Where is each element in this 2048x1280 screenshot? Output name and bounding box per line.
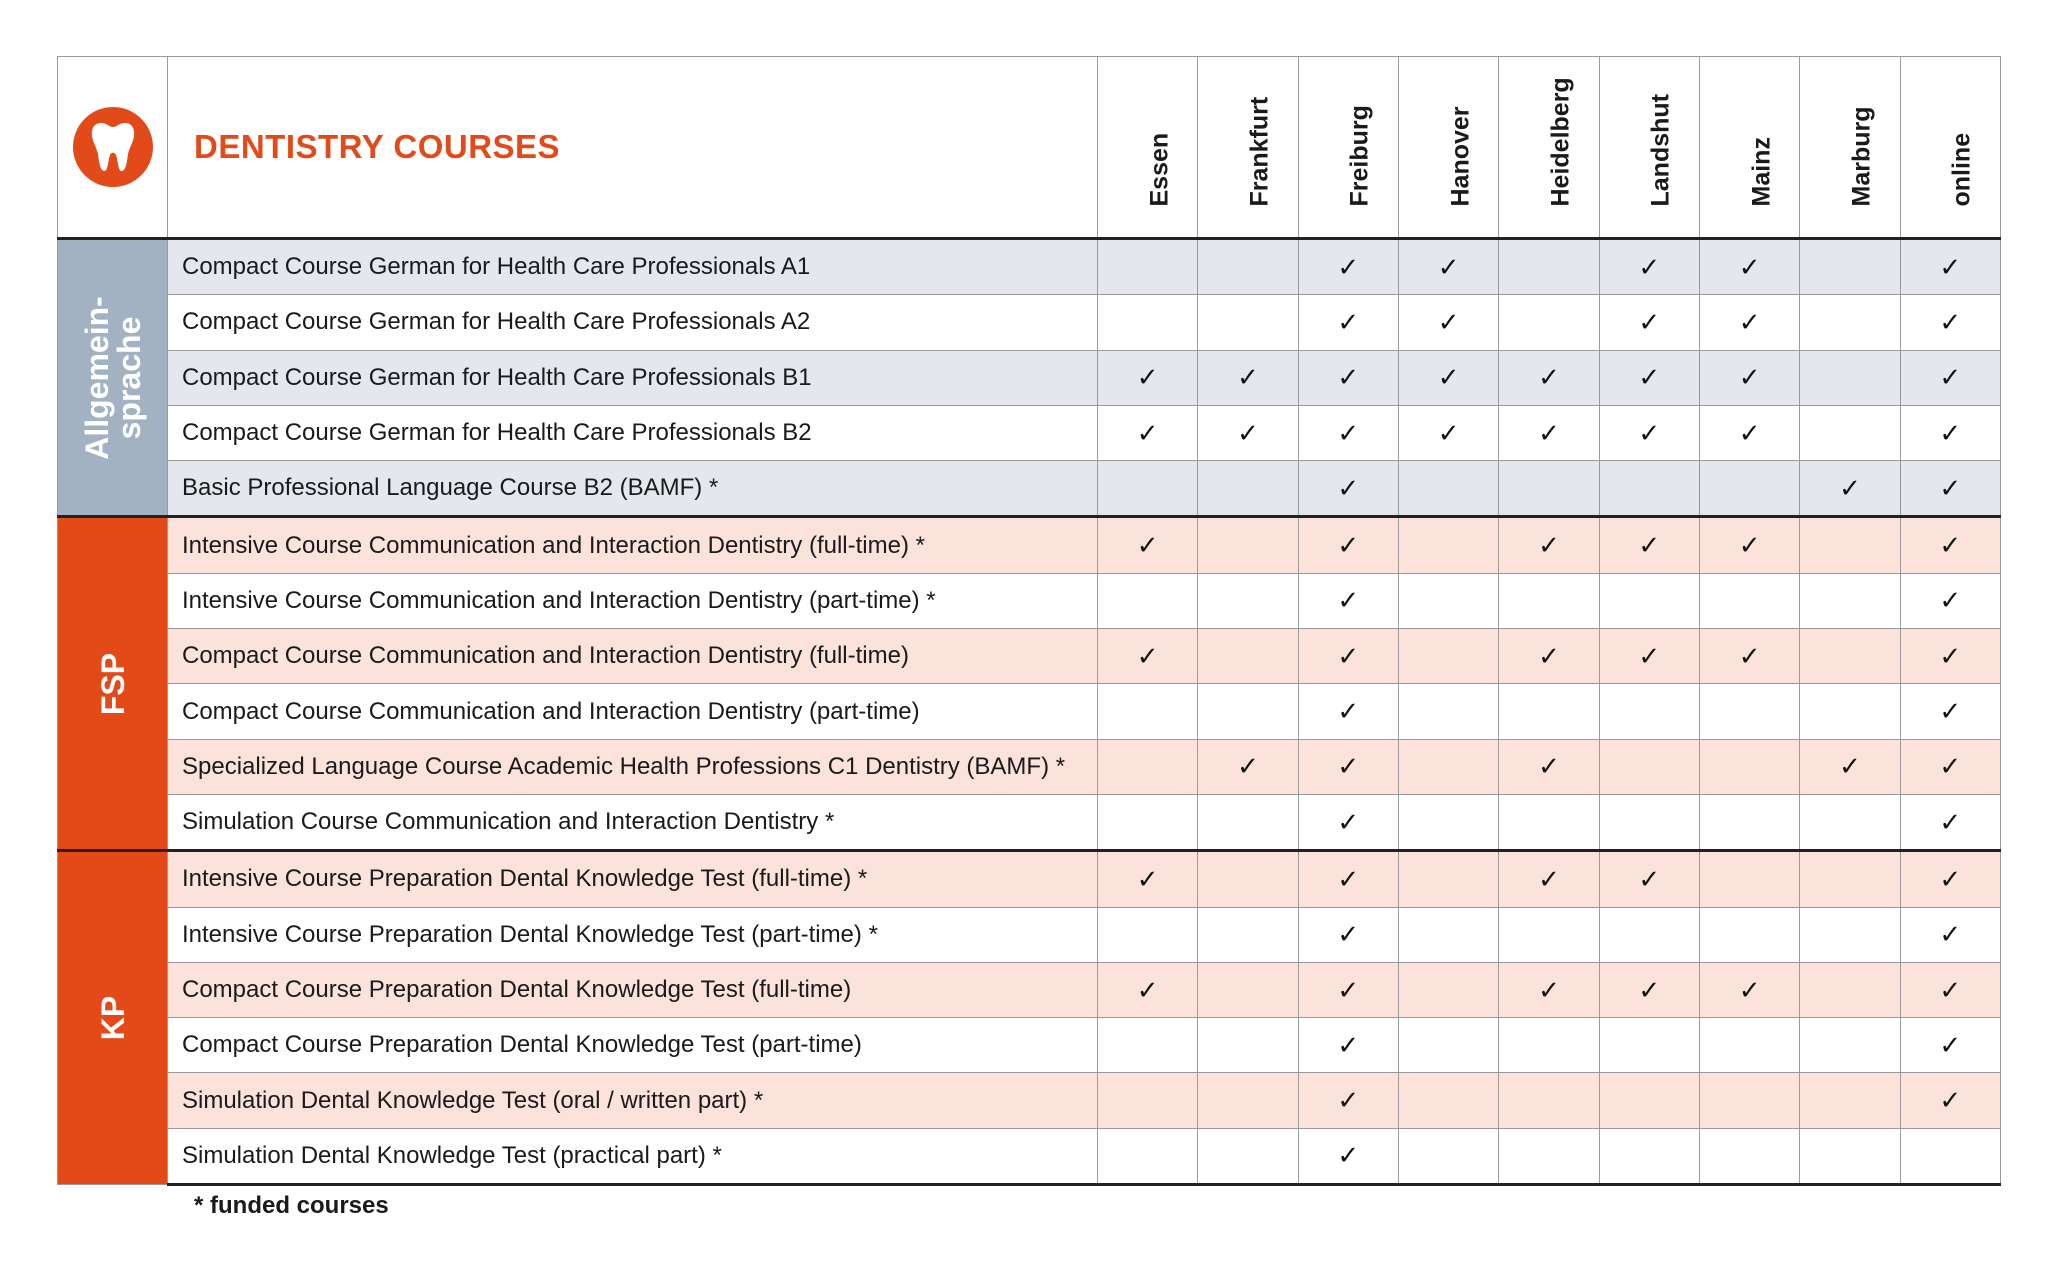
empty-cell [1098, 684, 1198, 739]
checkmark-cell [1298, 295, 1398, 350]
location-header-online [1900, 57, 2000, 239]
checkmark-icon: ✓ [1939, 806, 1962, 837]
empty-cell [1198, 1018, 1298, 1073]
table-row [58, 295, 2001, 350]
checkmark-icon: ✓ [1738, 974, 1761, 1005]
checkmark-cell [1900, 629, 2000, 684]
checkmark-icon: ✓ [1538, 640, 1560, 671]
empty-cell [1699, 794, 1799, 850]
empty-cell [1499, 1018, 1599, 1073]
empty-cell [1599, 1018, 1699, 1073]
checkmark-cell [1298, 739, 1398, 794]
checkmark-icon: ✓ [1136, 863, 1159, 894]
empty-cell [1800, 1018, 1900, 1073]
empty-cell [1499, 907, 1599, 962]
location-header-frankfurt [1198, 57, 1298, 239]
course-name: Intensive Course Communication and Interaction Dentistry (full-time) * [168, 517, 1098, 573]
empty-cell [1198, 517, 1298, 573]
course-name: Compact Course German for Health Care Professionals B1 [168, 350, 1098, 405]
empty-cell [1198, 794, 1298, 850]
checkmark-icon: ✓ [1939, 863, 1962, 894]
checkmark-icon: ✓ [1839, 751, 1861, 782]
empty-cell [1599, 461, 1699, 517]
empty-cell [1398, 461, 1498, 517]
checkmark-cell [1298, 461, 1398, 517]
checkmark-icon: ✓ [1738, 640, 1761, 671]
checkmark-icon: ✓ [1136, 640, 1159, 671]
empty-cell [1398, 517, 1498, 573]
checkmark-icon: ✓ [1638, 251, 1661, 282]
empty-cell [1599, 1073, 1699, 1128]
checkmark-cell [1298, 239, 1398, 295]
checkmark-icon: ✓ [1638, 417, 1661, 448]
checkmark-cell [1599, 405, 1699, 460]
checkmark-cell [1298, 1018, 1398, 1073]
empty-cell [1398, 629, 1498, 684]
checkmark-cell [1398, 350, 1498, 405]
table-row [58, 1018, 2001, 1073]
checkmark-icon: ✓ [1939, 306, 1962, 337]
checkmark-icon: ✓ [1337, 472, 1360, 503]
empty-cell [1800, 962, 1900, 1017]
checkmark-icon: ✓ [1337, 919, 1360, 950]
empty-cell [1800, 629, 1900, 684]
location-header-hanover [1398, 57, 1498, 239]
checkmark-cell [1298, 405, 1398, 460]
checkmark-cell [1298, 629, 1398, 684]
checkmark-icon: ✓ [1738, 251, 1761, 282]
checkmark-icon: ✓ [1538, 974, 1560, 1005]
course-name: Simulation Course Communication and Interaction Dentistry * [168, 794, 1098, 850]
checkmark-icon: ✓ [1638, 974, 1661, 1005]
location-header-marburg [1800, 57, 1900, 239]
empty-cell [1599, 684, 1699, 739]
checkmark-icon: ✓ [1337, 251, 1360, 282]
checkmark-cell [1098, 962, 1198, 1017]
empty-cell [1398, 1018, 1498, 1073]
checkmark-icon: ✓ [1337, 585, 1360, 616]
empty-cell [1098, 461, 1198, 517]
empty-cell [1800, 1128, 1900, 1184]
logo-cell [58, 57, 168, 239]
location-label: online [1947, 132, 1976, 207]
checkmark-cell [1699, 629, 1799, 684]
empty-cell [1599, 907, 1699, 962]
checkmark-cell [1599, 962, 1699, 1017]
category-cell [58, 239, 168, 517]
checkmark-cell [1900, 239, 2000, 295]
checkmark-icon: ✓ [1337, 1085, 1360, 1116]
checkmark-icon: ✓ [1638, 530, 1661, 561]
category-label: Allgemein- sprache [78, 295, 147, 460]
empty-cell [1800, 405, 1900, 460]
checkmark-cell [1900, 461, 2000, 517]
checkmark-cell [1499, 851, 1599, 907]
checkmark-icon: ✓ [1538, 362, 1560, 393]
course-name: Intensive Course Preparation Dental Knowledge Test (full-time) * [168, 851, 1098, 907]
empty-cell [1699, 1128, 1799, 1184]
checkmark-cell [1900, 1073, 2000, 1128]
checkmark-cell [1499, 405, 1599, 460]
empty-cell [1800, 907, 1900, 962]
checkmark-cell [1098, 851, 1198, 907]
tooth-icon [73, 107, 153, 187]
empty-cell [1800, 573, 1900, 628]
checkmark-cell [1499, 739, 1599, 794]
checkmark-cell [1298, 1073, 1398, 1128]
checkmark-cell [1699, 350, 1799, 405]
checkmark-icon: ✓ [1939, 1029, 1962, 1060]
category-cell [58, 851, 168, 1185]
empty-cell [1198, 573, 1298, 628]
checkmark-icon: ✓ [1638, 306, 1661, 337]
table-row [58, 239, 2001, 295]
empty-cell [1699, 1073, 1799, 1128]
checkmark-icon: ✓ [1237, 362, 1259, 393]
checkmark-cell [1900, 962, 2000, 1017]
empty-cell [1800, 239, 1900, 295]
course-name: Compact Course German for Health Care Professionals A1 [168, 239, 1098, 295]
course-name: Compact Course German for Health Care Professionals B2 [168, 405, 1098, 460]
checkmark-icon: ✓ [1939, 472, 1962, 503]
checkmark-icon: ✓ [1337, 640, 1360, 671]
location-header-landshut [1599, 57, 1699, 239]
location-label: Landshut [1646, 94, 1675, 207]
empty-cell [1098, 1073, 1198, 1128]
checkmark-cell [1298, 851, 1398, 907]
empty-cell [1098, 295, 1198, 350]
empty-cell [1499, 1128, 1599, 1184]
checkmark-cell [1900, 517, 2000, 573]
table-row [58, 405, 2001, 460]
empty-cell [1699, 907, 1799, 962]
header-row [58, 57, 2001, 239]
empty-cell [1098, 739, 1198, 794]
empty-cell [1800, 684, 1900, 739]
empty-cell [1599, 739, 1699, 794]
checkmark-icon: ✓ [1337, 417, 1360, 448]
empty-cell [1198, 629, 1298, 684]
empty-cell [1098, 794, 1198, 850]
empty-cell [1599, 1128, 1699, 1184]
checkmark-icon: ✓ [1136, 362, 1159, 393]
checkmark-cell [1298, 1128, 1398, 1184]
empty-cell [1198, 962, 1298, 1017]
checkmark-cell [1800, 461, 1900, 517]
checkmark-cell [1699, 239, 1799, 295]
checkmark-icon: ✓ [1437, 417, 1460, 448]
checkmark-cell [1499, 962, 1599, 1017]
checkmark-cell [1900, 851, 2000, 907]
checkmark-cell [1499, 350, 1599, 405]
empty-cell [1699, 684, 1799, 739]
table-row [58, 461, 2001, 517]
checkmark-icon: ✓ [1136, 974, 1159, 1005]
checkmark-cell [1599, 239, 1699, 295]
checkmark-cell [1599, 295, 1699, 350]
checkmark-icon: ✓ [1939, 974, 1962, 1005]
checkmark-cell [1599, 629, 1699, 684]
checkmark-cell [1599, 517, 1699, 573]
checkmark-cell [1298, 684, 1398, 739]
empty-cell [1198, 1128, 1298, 1184]
empty-cell [1599, 573, 1699, 628]
empty-cell [1800, 350, 1900, 405]
location-header-essen [1098, 57, 1198, 239]
checkmark-cell [1699, 962, 1799, 1017]
course-name: Simulation Dental Knowledge Test (oral / written part) * [168, 1073, 1098, 1128]
course-name: Intensive Course Preparation Dental Knowledge Test (part-time) * [168, 907, 1098, 962]
checkmark-cell [1198, 350, 1298, 405]
empty-cell [1699, 739, 1799, 794]
course-name: Intensive Course Communication and Interaction Dentistry (part-time) * [168, 573, 1098, 628]
course-name: Compact Course Communication and Interaction Dentistry (full-time) [168, 629, 1098, 684]
checkmark-icon: ✓ [1538, 417, 1560, 448]
checkmark-icon: ✓ [1337, 806, 1360, 837]
checkmark-cell [1198, 739, 1298, 794]
checkmark-cell [1900, 794, 2000, 850]
category-cell [58, 517, 168, 851]
course-name: Specialized Language Course Academic Health Professions C1 Dentistry (BAMF) * [168, 739, 1098, 794]
table-row [58, 573, 2001, 628]
empty-cell [1699, 573, 1799, 628]
empty-cell [1499, 239, 1599, 295]
empty-cell [1398, 684, 1498, 739]
location-header-mainz [1699, 57, 1799, 239]
location-label: Essen [1145, 132, 1174, 207]
checkmark-icon: ✓ [1939, 417, 1962, 448]
checkmark-icon: ✓ [1337, 974, 1360, 1005]
checkmark-icon: ✓ [1337, 751, 1360, 782]
empty-cell [1599, 794, 1699, 850]
checkmark-icon: ✓ [1939, 362, 1962, 393]
empty-cell [1699, 851, 1799, 907]
checkmark-icon: ✓ [1337, 1029, 1360, 1060]
footnote: * funded courses [194, 1192, 389, 1219]
checkmark-cell [1398, 295, 1498, 350]
empty-cell [1398, 962, 1498, 1017]
empty-cell [1800, 295, 1900, 350]
checkmark-icon: ✓ [1337, 1140, 1360, 1171]
location-label: Marburg [1847, 106, 1876, 207]
checkmark-cell [1098, 629, 1198, 684]
empty-cell [1398, 907, 1498, 962]
checkmark-icon: ✓ [1437, 362, 1460, 393]
checkmark-cell [1298, 573, 1398, 628]
empty-cell [1098, 573, 1198, 628]
checkmark-icon: ✓ [1939, 919, 1962, 950]
location-label: Hanover [1446, 106, 1475, 207]
empty-cell [1699, 1018, 1799, 1073]
table-row [58, 907, 2001, 962]
checkmark-icon: ✓ [1939, 1085, 1962, 1116]
course-name: Compact Course German for Health Care Professionals A2 [168, 295, 1098, 350]
checkmark-cell [1298, 350, 1398, 405]
checkmark-icon: ✓ [1939, 640, 1962, 671]
empty-cell [1198, 851, 1298, 907]
checkmark-icon: ✓ [1337, 863, 1360, 894]
checkmark-icon: ✓ [1939, 251, 1962, 282]
location-label: Heidelberg [1546, 77, 1575, 207]
checkmark-icon: ✓ [1738, 530, 1761, 561]
checkmark-cell [1900, 573, 2000, 628]
course-name: Compact Course Communication and Interaction Dentistry (part-time) [168, 684, 1098, 739]
empty-cell [1499, 794, 1599, 850]
empty-cell [1098, 1018, 1198, 1073]
empty-cell [1098, 907, 1198, 962]
checkmark-icon: ✓ [1638, 640, 1661, 671]
checkmark-icon: ✓ [1738, 306, 1761, 337]
checkmark-icon: ✓ [1437, 306, 1460, 337]
table-row [58, 1128, 2001, 1184]
checkmark-cell [1298, 907, 1398, 962]
course-table [57, 56, 2001, 1186]
course-name: Compact Course Preparation Dental Knowledge Test (part-time) [168, 1018, 1098, 1073]
checkmark-icon: ✓ [1939, 585, 1962, 616]
checkmark-icon: ✓ [1337, 362, 1360, 393]
table-row [58, 739, 2001, 794]
table-row [58, 350, 2001, 405]
checkmark-icon: ✓ [1939, 530, 1962, 561]
checkmark-cell [1900, 907, 2000, 962]
empty-cell [1499, 684, 1599, 739]
checkmark-cell [1198, 405, 1298, 460]
location-label: Mainz [1747, 137, 1776, 207]
course-table-container [57, 56, 2000, 1186]
empty-cell [1198, 1073, 1298, 1128]
table-row [58, 851, 2001, 907]
location-label: Freiburg [1345, 105, 1374, 207]
empty-cell [1098, 1128, 1198, 1184]
empty-cell [1198, 907, 1298, 962]
empty-cell [1398, 739, 1498, 794]
empty-cell [1398, 851, 1498, 907]
checkmark-icon: ✓ [1638, 362, 1661, 393]
checkmark-icon: ✓ [1538, 751, 1560, 782]
checkmark-icon: ✓ [1538, 863, 1560, 894]
table-row [58, 962, 2001, 1017]
empty-cell [1398, 794, 1498, 850]
checkmark-cell [1398, 239, 1498, 295]
checkmark-cell [1599, 350, 1699, 405]
empty-cell [1800, 851, 1900, 907]
checkmark-icon: ✓ [1638, 863, 1661, 894]
empty-cell [1499, 295, 1599, 350]
page-title: DENTISTRY COURSES [194, 128, 561, 165]
empty-cell [1398, 1073, 1498, 1128]
empty-cell [1800, 1073, 1900, 1128]
checkmark-cell [1098, 405, 1198, 460]
checkmark-icon: ✓ [1237, 417, 1259, 448]
checkmark-cell [1398, 405, 1498, 460]
checkmark-icon: ✓ [1939, 751, 1962, 782]
checkmark-icon: ✓ [1839, 472, 1861, 503]
location-label: Frankfurt [1245, 96, 1274, 207]
checkmark-icon: ✓ [1136, 417, 1159, 448]
empty-cell [1198, 239, 1298, 295]
checkmark-cell [1900, 350, 2000, 405]
table-row [58, 629, 2001, 684]
checkmark-icon: ✓ [1738, 417, 1761, 448]
checkmark-icon: ✓ [1939, 696, 1962, 727]
checkmark-cell [1599, 851, 1699, 907]
checkmark-icon: ✓ [1437, 251, 1460, 282]
checkmark-icon: ✓ [1136, 530, 1159, 561]
checkmark-cell [1800, 739, 1900, 794]
empty-cell [1499, 1073, 1599, 1128]
checkmark-cell [1900, 684, 2000, 739]
checkmark-icon: ✓ [1337, 530, 1360, 561]
checkmark-icon: ✓ [1237, 751, 1259, 782]
checkmark-icon: ✓ [1337, 696, 1360, 727]
checkmark-cell [1098, 350, 1198, 405]
table-row [58, 1073, 2001, 1128]
empty-cell [1198, 295, 1298, 350]
empty-cell [1398, 1128, 1498, 1184]
course-name: Basic Professional Language Course B2 (BAMF) * [168, 461, 1098, 517]
empty-cell [1499, 573, 1599, 628]
empty-cell [1900, 1128, 2000, 1184]
empty-cell [1800, 794, 1900, 850]
category-label: KP [94, 995, 131, 1041]
course-name: Compact Course Preparation Dental Knowledge Test (full-time) [168, 962, 1098, 1017]
checkmark-icon: ✓ [1337, 306, 1360, 337]
empty-cell [1098, 239, 1198, 295]
checkmark-cell [1699, 517, 1799, 573]
checkmark-cell [1900, 405, 2000, 460]
location-header-freiburg [1298, 57, 1398, 239]
checkmark-cell [1900, 1018, 2000, 1073]
checkmark-cell [1499, 517, 1599, 573]
checkmark-cell [1699, 405, 1799, 460]
title-cell [168, 57, 1098, 239]
checkmark-cell [1900, 739, 2000, 794]
category-label: FSP [94, 652, 131, 715]
checkmark-icon: ✓ [1738, 362, 1761, 393]
checkmark-cell [1900, 295, 2000, 350]
empty-cell [1499, 461, 1599, 517]
empty-cell [1800, 517, 1900, 573]
checkmark-icon: ✓ [1538, 530, 1560, 561]
empty-cell [1398, 573, 1498, 628]
location-header-heidelberg [1499, 57, 1599, 239]
empty-cell [1198, 684, 1298, 739]
empty-cell [1699, 461, 1799, 517]
course-table-body [58, 239, 2001, 1185]
table-row [58, 794, 2001, 850]
course-name: Simulation Dental Knowledge Test (practical part) * [168, 1128, 1098, 1184]
checkmark-cell [1298, 962, 1398, 1017]
checkmark-cell [1298, 517, 1398, 573]
checkmark-cell [1499, 629, 1599, 684]
checkmark-cell [1699, 295, 1799, 350]
empty-cell [1198, 461, 1298, 517]
table-row [58, 517, 2001, 573]
checkmark-cell [1298, 794, 1398, 850]
checkmark-cell [1098, 517, 1198, 573]
table-row [58, 684, 2001, 739]
